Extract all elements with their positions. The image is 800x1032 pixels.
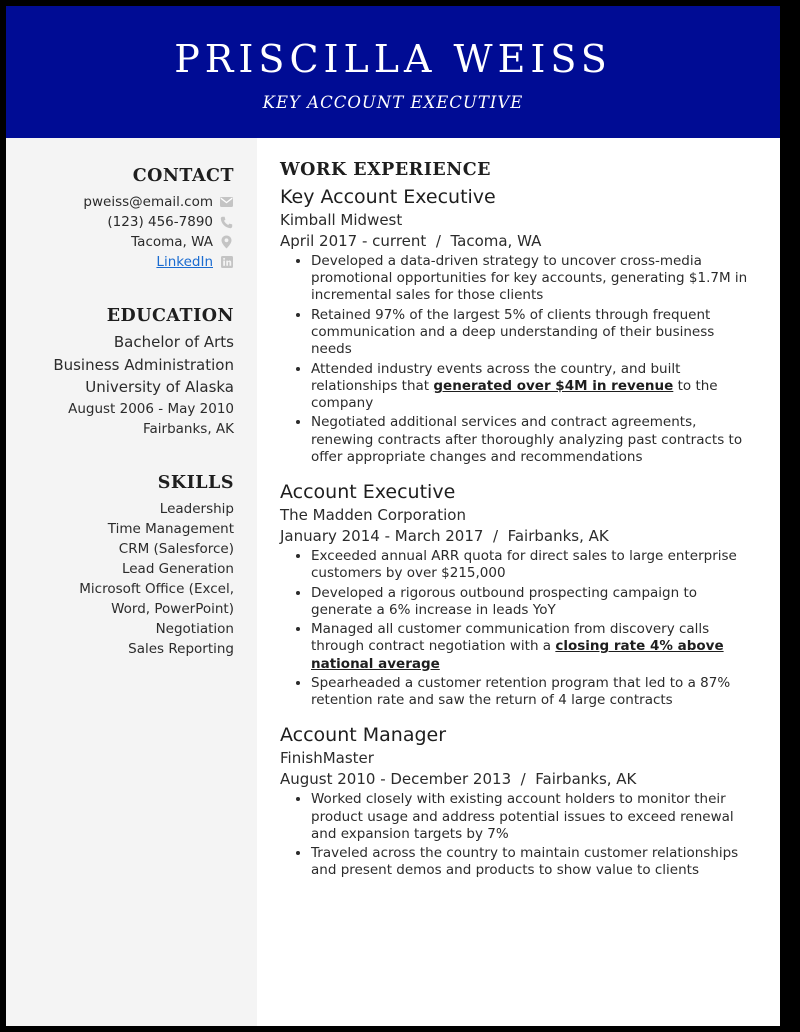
- job-location: Fairbanks, AK: [535, 770, 637, 789]
- contact-location: Tacoma, WA: [131, 234, 213, 250]
- sidebar-content: [14, 138, 234, 659]
- job-dates-location: [280, 526, 750, 546]
- skill-item: Sales Reporting: [128, 640, 234, 657]
- skill-item: Negotiation: [155, 620, 234, 637]
- job-bullet: • Spearheaded a customer retention program that led to a 87% retention rate and saw the return of 4 large contracts: [311, 675, 750, 709]
- separator: /: [488, 527, 503, 545]
- job-dates: April 2017 - current: [280, 232, 427, 250]
- separator: /: [515, 770, 531, 789]
- linkedin-link[interactable]: LinkedIn: [156, 254, 213, 270]
- skill-item: Microsoft Office (Excel,: [79, 580, 234, 597]
- job-company: Kimball Midwest: [280, 211, 403, 229]
- job-bullet: • Traveled across the country to maintain customer relationships and present demos and products to show value to clients: [311, 845, 750, 879]
- skill-item: Leadership: [159, 500, 234, 517]
- linkedin-icon[interactable]: [219, 256, 234, 268]
- resume-page: [6, 6, 780, 1026]
- job-bullet: • Managed all customer communication from discovery calls through contract negotiation with a closing rate 4% above national average: [311, 621, 750, 673]
- job-entry: [280, 480, 750, 709]
- separator: /: [431, 232, 446, 250]
- job-bullet: • Developed a data-driven strategy to uncover cross-media promotional opportunities for key accounts, generating $1.7M in incremental sales for those clients: [311, 253, 750, 305]
- work-experience-heading: WORK EXPERIENCE: [280, 160, 491, 180]
- education-heading: EDUCATION: [106, 306, 234, 326]
- job-dates: August 2010 - December 2013: [280, 770, 512, 789]
- skill-item: Lead Generation: [121, 560, 234, 577]
- education-section: [14, 304, 234, 439]
- candidate-title: KEY ACCOUNT EXECUTIVE: [262, 93, 524, 112]
- job-bullet: • Attended industry events across the country, and built relationships that generated over $4M in revenue to the company: [311, 361, 750, 413]
- sidebar: [6, 138, 257, 1026]
- location-pin-icon: [219, 235, 234, 249]
- skills-section: [14, 471, 234, 659]
- job-entry: [280, 723, 750, 879]
- job-company: FinishMaster: [280, 749, 374, 768]
- work-experience-section: [280, 158, 750, 894]
- skill-item: CRM (Salesforce): [118, 540, 234, 557]
- contact-email-row: [14, 192, 234, 212]
- contact-location-row: [14, 232, 234, 252]
- job-bullets: [280, 791, 750, 879]
- education-dates: August 2006 - May 2010: [68, 400, 234, 417]
- job-dates-location: [280, 231, 750, 251]
- phone-icon: [219, 216, 234, 229]
- job-dates-location: [280, 769, 750, 789]
- job-bullet: • Retained 97% of the largest 5% of clients through frequent communication and a deep understanding of their business needs: [311, 307, 750, 359]
- job-company: The Madden Corporation: [280, 506, 466, 524]
- job-entry: [280, 185, 750, 466]
- contact-heading: CONTACT: [132, 166, 234, 186]
- job-bullet: • Worked closely with existing account holders to monitor their product usage and address potential issues to exceed renewal and expansion targets by 7%: [311, 791, 750, 843]
- skill-item: Word, PowerPoint): [111, 600, 234, 617]
- skills-heading: SKILLS: [157, 472, 234, 493]
- job-title: Key Account Executive: [280, 186, 496, 208]
- job-bullet: • Negotiated additional services and contract agreements, renewing contracts after thoroughly analyzing past contracts to offer appropriate changes and recommendations: [311, 414, 750, 466]
- highlight-achievement: closing rate 4% above national average: [311, 638, 724, 672]
- education-field: Business Administration: [53, 355, 234, 374]
- contact-linkedin-row: [14, 252, 234, 272]
- candidate-name: PRISCILLA WEISS: [174, 37, 612, 81]
- job-location: Fairbanks, AK: [507, 527, 609, 545]
- job-dates: January 2014 - March 2017: [280, 527, 484, 545]
- education-degree: Bachelor of Arts: [113, 333, 234, 351]
- job-title: Account Executive: [280, 481, 456, 503]
- job-title: Account Manager: [280, 724, 447, 747]
- contact-phone[interactable]: (123) 456-7890: [107, 214, 213, 230]
- resume-header: [6, 6, 780, 138]
- education-location: Fairbanks, AK: [142, 420, 234, 437]
- envelope-icon: [219, 197, 234, 207]
- job-bullets: [280, 548, 750, 709]
- education-school: University of Alaska: [85, 378, 234, 396]
- job-bullet: • Developed a rigorous outbound prospecting campaign to generate a 6% increase in leads YoY: [311, 585, 750, 619]
- job-bullet: • Exceeded annual ARR quota for direct sales to large enterprise customers by over $215,000: [311, 548, 750, 582]
- contact-email[interactable]: pweiss@email.com: [83, 194, 213, 210]
- contact-section: [14, 164, 234, 272]
- highlight-achievement: generated over $4M in revenue: [433, 377, 674, 394]
- contact-phone-row: [14, 212, 234, 232]
- job-bullets: [280, 253, 750, 466]
- skill-item: Time Management: [107, 520, 234, 537]
- job-location: Tacoma, WA: [450, 232, 542, 250]
